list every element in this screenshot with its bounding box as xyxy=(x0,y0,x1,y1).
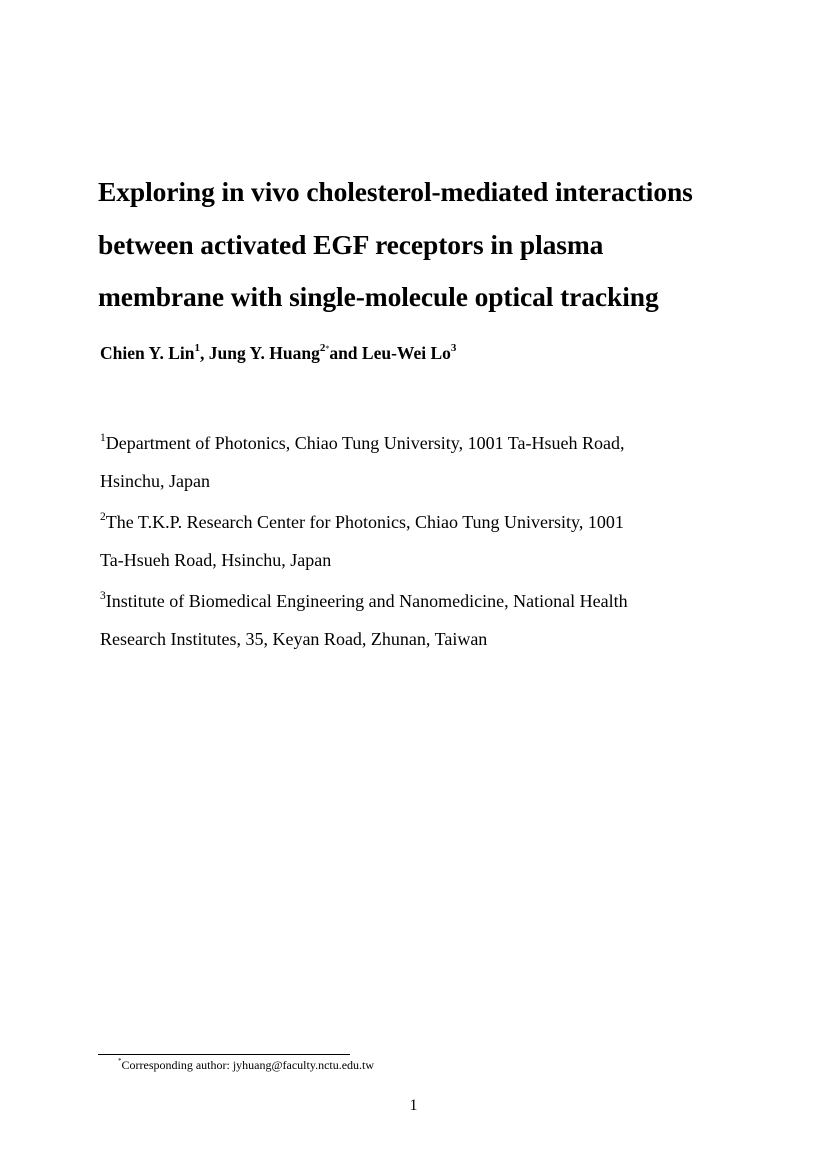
author-name: Jung Y. Huang xyxy=(208,343,320,363)
corresponding-author-mark: * xyxy=(325,344,330,354)
paper-title xyxy=(98,166,758,324)
affiliation-mark: 2* xyxy=(319,342,330,355)
affiliation-text: Ta-Hsueh Road, Hsinchu, Japan xyxy=(100,549,332,570)
affiliation-list xyxy=(100,421,740,658)
footnote xyxy=(118,1058,374,1073)
affiliation-text: Hsinchu, Japan xyxy=(100,470,210,491)
footnote-divider xyxy=(98,1054,350,1055)
author-name: Chien Y. Lin xyxy=(100,343,195,363)
affiliation-mark: 3 xyxy=(450,342,457,355)
affiliation-1 xyxy=(100,421,740,500)
affiliation-number: 1 xyxy=(100,432,106,444)
affiliation-number: 2 xyxy=(100,511,106,523)
footnote-mark: * xyxy=(118,1057,122,1065)
affiliation-mark: 1 xyxy=(194,342,201,355)
footnote-text: Corresponding author: jyhuang@faculty.nctu.edu.tw xyxy=(121,1058,375,1072)
affiliation-text: Institute of Biomedical Engineering and Nanomedicine, National Health xyxy=(105,591,628,611)
affiliation-text: Research Institutes, 35, Keyan Road, Zhunan, Taiwan xyxy=(100,628,488,649)
affiliation-text: The T.K.P. Research Center for Photonics, Chiao Tung University, 1001 xyxy=(105,512,624,532)
title-line-2: between activated EGF receptors in plasma xyxy=(98,228,604,260)
page-number: 1 xyxy=(409,1097,418,1114)
title-line-3: membrane with single-molecule optical tracking xyxy=(98,281,659,312)
author-separator: , xyxy=(200,343,209,363)
author-name: Leu-Wei Lo xyxy=(361,343,451,363)
affiliation-text: Department of Photonics, Chiao Tung University, 1001 Ta-Hsueh Road, xyxy=(105,433,625,453)
author-list xyxy=(100,343,456,364)
affiliation-2 xyxy=(100,500,740,579)
affiliation-3 xyxy=(100,579,740,658)
affiliation-number: 3 xyxy=(100,590,106,602)
title-line-1: Exploring in vivo cholesterol-mediated interactions xyxy=(98,176,693,207)
author-separator: and xyxy=(329,343,362,363)
